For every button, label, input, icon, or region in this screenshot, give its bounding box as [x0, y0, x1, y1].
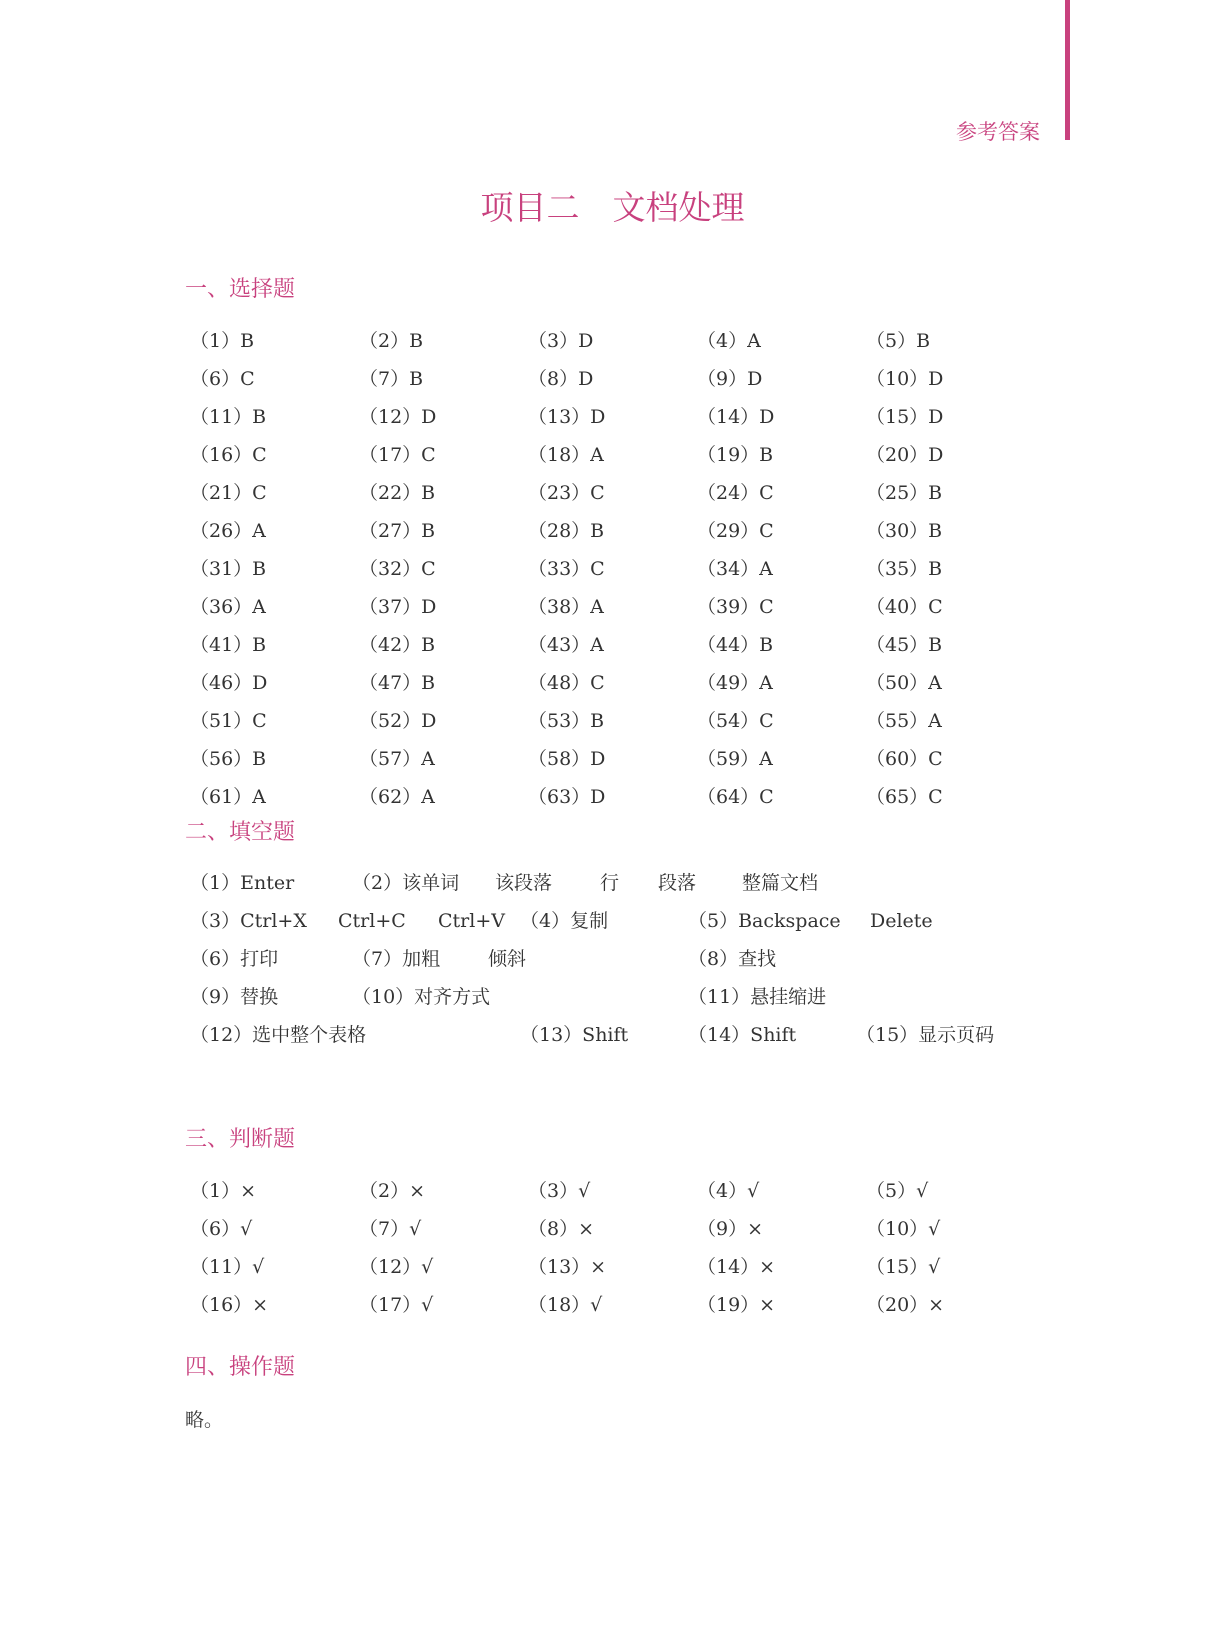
- fill-answer: 倾斜: [488, 948, 527, 970]
- judge-answer: （1）×: [190, 1179, 257, 1202]
- choice-answer: （54）C: [697, 709, 774, 732]
- choice-answer: （61）A: [190, 785, 266, 808]
- fill-answer: （7）加粗: [352, 948, 441, 970]
- choice-answer: （15）D: [866, 405, 944, 428]
- choice-row: [190, 624, 1035, 662]
- choice-answer: （45）B: [866, 633, 943, 656]
- choice-answer: （1）B: [190, 329, 255, 352]
- choice-answer: （59）A: [697, 747, 773, 770]
- choice-row: [190, 548, 1035, 586]
- judge-answer: （4）√: [697, 1179, 760, 1202]
- page-edge-bar: [1065, 0, 1070, 140]
- choice-answer: （34）A: [697, 557, 773, 580]
- choice-answer: （57）A: [359, 747, 435, 770]
- choice-answer: （65）C: [866, 785, 943, 808]
- choice-row: [190, 738, 1035, 776]
- choice-answer: （5）B: [866, 329, 931, 352]
- choice-answer: （46）D: [190, 671, 268, 694]
- choice-row: [190, 700, 1035, 738]
- fill-answer: 行: [600, 872, 620, 894]
- choice-answer: （27）B: [359, 519, 436, 542]
- fill-answer: Delete: [870, 910, 933, 932]
- fill-answer-block: [190, 864, 1035, 1054]
- judge-answer: （15）√: [866, 1255, 941, 1278]
- choice-answer: （43）A: [528, 633, 604, 656]
- choice-answer: （47）B: [359, 671, 436, 694]
- fill-answer: （4）复制: [520, 910, 609, 932]
- choice-answer: （53）B: [528, 709, 605, 732]
- choice-row: [190, 320, 1035, 358]
- choice-answer: （50）A: [866, 671, 942, 694]
- choice-answer: （35）B: [866, 557, 943, 580]
- fill-row: [190, 978, 1035, 1016]
- judge-answer: （7）√: [359, 1217, 422, 1240]
- judge-answer: （18）√: [528, 1293, 603, 1316]
- choice-answer: （44）B: [697, 633, 774, 656]
- choice-answer: （52）D: [359, 709, 437, 732]
- choice-answer: （13）D: [528, 405, 606, 428]
- choice-answer: （56）B: [190, 747, 267, 770]
- choice-answer: （29）C: [697, 519, 774, 542]
- choice-answer: （4）A: [697, 329, 761, 352]
- choice-answer: （48）C: [528, 671, 605, 694]
- judge-answer: （12）√: [359, 1255, 434, 1278]
- choice-row: [190, 358, 1035, 396]
- choice-answer: （23）C: [528, 481, 605, 504]
- choice-answer: （7）B: [359, 367, 424, 390]
- fill-answer: （6）打印: [190, 948, 279, 970]
- choice-answer: （16）C: [190, 443, 267, 466]
- fill-answer: （8）查找: [688, 948, 777, 970]
- section-title-choice: 一、选择题: [185, 277, 296, 302]
- choice-answer: （11）B: [190, 405, 267, 428]
- judge-answer: （3）√: [528, 1179, 591, 1202]
- judge-answer: （14）×: [697, 1255, 776, 1278]
- fill-answer: （12）选中整个表格: [190, 1024, 367, 1046]
- fill-answer: （1）Enter: [190, 872, 295, 894]
- fill-answer: （5）Backspace: [688, 910, 841, 932]
- choice-answer: （12）D: [359, 405, 437, 428]
- choice-answer: （18）A: [528, 443, 604, 466]
- fill-answer: （9）替换: [190, 986, 279, 1008]
- choice-answer: （60）C: [866, 747, 943, 770]
- choice-answer: （21）C: [190, 481, 267, 504]
- fill-answer: Ctrl+C: [338, 910, 406, 932]
- choice-row: [190, 510, 1035, 548]
- choice-answer: （24）C: [697, 481, 774, 504]
- judge-answer: （19）×: [697, 1293, 776, 1316]
- page-title: 项目二 文档处理: [480, 188, 745, 227]
- choice-answer: （14）D: [697, 405, 775, 428]
- choice-answer: （33）C: [528, 557, 605, 580]
- choice-answer: （6）C: [190, 367, 255, 390]
- section-title-judge: 三、判断题: [185, 1127, 296, 1152]
- operation-answer: 略。: [185, 1409, 224, 1431]
- judge-answer: （2）×: [359, 1179, 426, 1202]
- judge-answer: （10）√: [866, 1217, 941, 1240]
- fill-answer: （15）显示页码: [856, 1024, 995, 1046]
- fill-answer: （11）悬挂缩进: [688, 986, 827, 1008]
- judge-answer: （20）×: [866, 1293, 945, 1316]
- choice-answer: （36）A: [190, 595, 266, 618]
- choice-answer: （49）A: [697, 671, 773, 694]
- choice-answer: （9）D: [697, 367, 763, 390]
- fill-row: [190, 864, 1035, 902]
- fill-answer: （14）Shift: [688, 1024, 797, 1046]
- choice-answer: （62）A: [359, 785, 435, 808]
- choice-answer: （28）B: [528, 519, 605, 542]
- fill-row: [190, 1016, 1035, 1054]
- judge-answer-grid: [190, 1170, 1035, 1322]
- choice-answer: （26）A: [190, 519, 266, 542]
- fill-answer: （2）该单词: [352, 872, 460, 894]
- choice-answer: （25）B: [866, 481, 943, 504]
- choice-answer: （17）C: [359, 443, 436, 466]
- judge-answer: （9）×: [697, 1217, 764, 1240]
- choice-answer: （22）B: [359, 481, 436, 504]
- choice-answer: （40）C: [866, 595, 943, 618]
- choice-answer: （42）B: [359, 633, 436, 656]
- judge-row: [190, 1208, 1035, 1246]
- choice-answer: （10）D: [866, 367, 944, 390]
- fill-answer: （3）Ctrl+X: [190, 910, 307, 932]
- choice-answer: （58）D: [528, 747, 606, 770]
- choice-row: [190, 776, 1035, 814]
- judge-answer: （6）√: [190, 1217, 253, 1240]
- choice-answer: （63）D: [528, 785, 606, 808]
- judge-row: [190, 1246, 1035, 1284]
- choice-answer: （64）C: [697, 785, 774, 808]
- fill-answer: Ctrl+V: [438, 910, 505, 932]
- choice-answer-grid: [190, 320, 1035, 814]
- judge-row: [190, 1170, 1035, 1208]
- judge-row: [190, 1284, 1035, 1322]
- fill-row: [190, 940, 1035, 978]
- judge-answer: （16）×: [190, 1293, 269, 1316]
- choice-answer: （38）A: [528, 595, 604, 618]
- choice-answer: （8）D: [528, 367, 594, 390]
- fill-row: [190, 902, 1035, 940]
- choice-answer: （3）D: [528, 329, 594, 352]
- choice-answer: （31）B: [190, 557, 267, 580]
- choice-row: [190, 586, 1035, 624]
- judge-answer: （5）√: [866, 1179, 929, 1202]
- choice-answer: （20）D: [866, 443, 944, 466]
- judge-answer: （13）×: [528, 1255, 607, 1278]
- judge-answer: （11）√: [190, 1255, 265, 1278]
- fill-answer: （13）Shift: [520, 1024, 629, 1046]
- judge-answer: （8）×: [528, 1217, 595, 1240]
- choice-answer: （39）C: [697, 595, 774, 618]
- choice-answer: （37）D: [359, 595, 437, 618]
- fill-answer: （10）对齐方式: [352, 986, 491, 1008]
- judge-answer: （17）√: [359, 1293, 434, 1316]
- fill-answer: 该段落: [495, 872, 553, 894]
- choice-row: [190, 662, 1035, 700]
- choice-answer: （41）B: [190, 633, 267, 656]
- choice-answer: （51）C: [190, 709, 267, 732]
- choice-row: [190, 396, 1035, 434]
- choice-answer: （2）B: [359, 329, 424, 352]
- section-title-fill: 二、填空题: [185, 820, 296, 845]
- fill-answer: 整篇文档: [742, 872, 819, 894]
- choice-answer: （30）B: [866, 519, 943, 542]
- choice-row: [190, 434, 1035, 472]
- fill-answer: 段落: [658, 872, 697, 894]
- choice-answer: （32）C: [359, 557, 436, 580]
- section-title-operation: 四、操作题: [185, 1355, 296, 1380]
- choice-answer: （19）B: [697, 443, 774, 466]
- choice-answer: （55）A: [866, 709, 942, 732]
- choice-row: [190, 472, 1035, 510]
- running-head: 参考答案: [956, 120, 1040, 144]
